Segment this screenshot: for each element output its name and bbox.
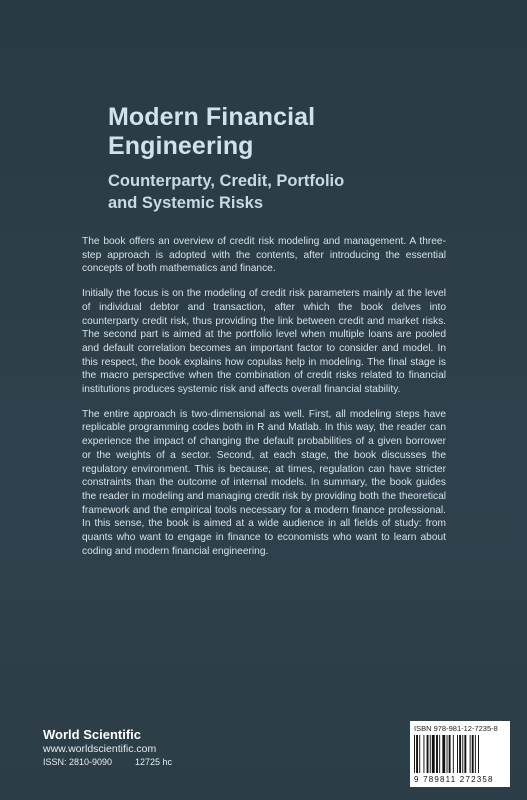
barcode-bar [423, 735, 424, 773]
barcode-bar [453, 735, 454, 773]
blurb-paragraph-3: The entire approach is two-dimensional as well. First, all modeling steps have replicable programming codes both in R and Matlab. In this way, the reader can experience the impact of changing the default probabilities of a given borrower or the weights of a sector. Second, at each stage, the book discusses the regulatory environment. This is because, at times, regulation can have stricter constraints than the outcome of internal models. In summary, the book guides the reader in modeling and managing credit risk by providing both the theoretical framework and the empirical tools necessary for a modern finance professional. In this sense, the book is aimed at a wide audience in all fields of study: from quants who want to engage in finance to economists who want to learn about coding and modern financial engineering. [82, 408, 446, 557]
barcode-icon [414, 735, 506, 777]
barcode-bar [447, 735, 448, 773]
barcode-bar [430, 735, 431, 773]
barcode-bar [449, 735, 451, 773]
isbn-label: ISBN 978-981-12-7235-8 [414, 724, 498, 733]
barcode-bar [459, 735, 461, 773]
book-title [108, 103, 315, 161]
barcode-bar [457, 735, 458, 773]
barcode-bar [416, 735, 418, 773]
title-line-2: Engineering [108, 132, 254, 160]
publisher-codes [43, 756, 172, 769]
barcode-bar [432, 735, 435, 773]
subtitle-line-1: Counterparty, Credit, Portfolio [108, 172, 345, 190]
barcode-bar [427, 735, 429, 773]
product-code: 12725 hc [135, 757, 173, 767]
publisher-block [43, 727, 172, 769]
blurb [82, 235, 446, 569]
barcode-bar [414, 735, 415, 773]
issn: ISSN: 2810-9090 [43, 757, 113, 767]
barcode-bar [475, 735, 476, 773]
barcode-digits: 9 789811 272358 [414, 775, 494, 784]
publisher-url: www.worldscientific.com [43, 743, 157, 755]
barcode-bar [464, 735, 466, 773]
barcode-box [410, 721, 510, 787]
barcode-bar [419, 735, 420, 773]
barcode-bar [462, 735, 463, 773]
subtitle-line-2: and Systemic Risks [108, 194, 263, 212]
blurb-paragraph-2: Initially the focus is on the modeling of credit risk parameters mainly at the level of individual debtor and transaction, after which the book delves into counterparty credit risk, thus providing the link between credit and market risks. The second part is aimed at the portfolio level when multiple loans are pooled and default correlation becomes an important factor to consider and model. In this respect, the book explains how copulas help in modeling. The final stage is the macro perspective when the combination of credit risks related to financial institutions produces systemic risk and affects overall financial stability. [82, 288, 446, 396]
barcode-bar [470, 735, 471, 773]
barcode-bar [472, 735, 474, 773]
barcode-bar [436, 735, 438, 773]
book-subtitle [108, 170, 344, 214]
title-line-1: Modern Financial [108, 103, 316, 131]
barcode-bar [442, 735, 445, 773]
barcode-bar [439, 735, 440, 773]
publisher-name: World Scientific [43, 727, 141, 742]
blurb-paragraph-1: The book offers an overview of credit risk modeling and management. A three-step approach is adopted with the contents, after introducing the essential concepts of both mathematics and finance. [82, 236, 446, 275]
barcode-bar [478, 735, 479, 773]
